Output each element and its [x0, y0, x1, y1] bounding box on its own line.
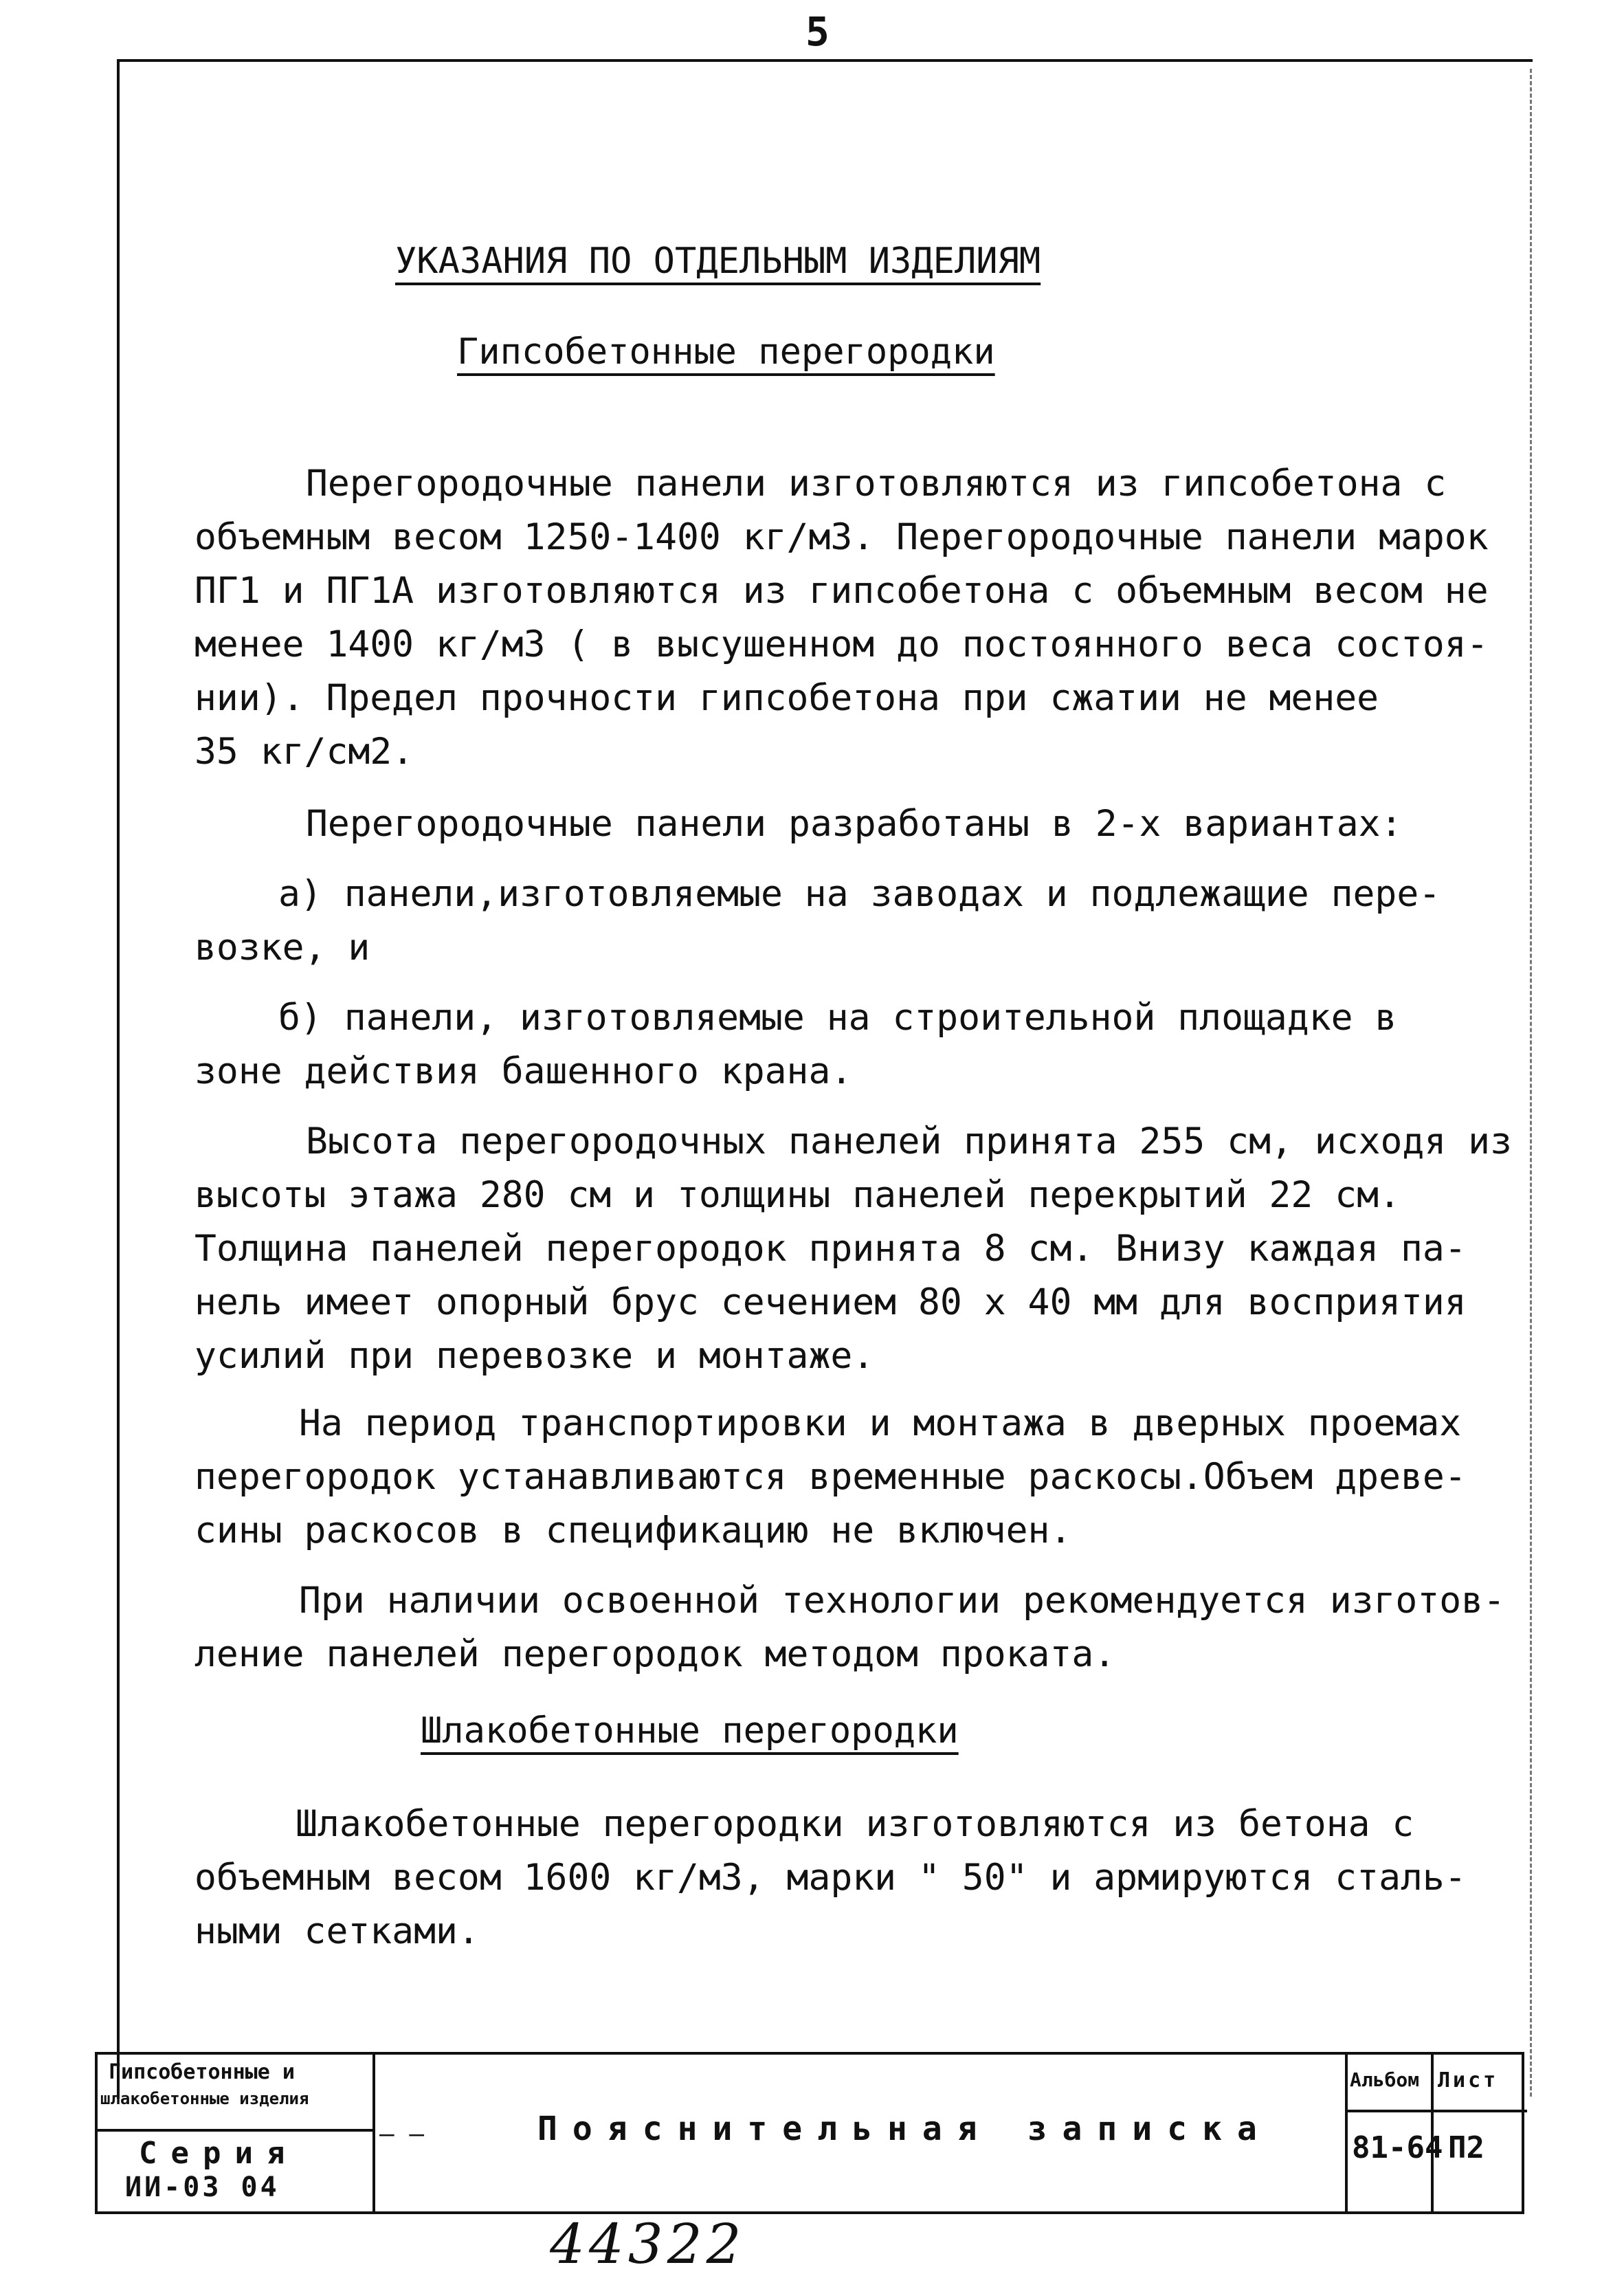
page-number: 5	[805, 8, 830, 55]
body-line: Толщина панелей перегородок принята 8 см. Внизу каждая па-	[194, 1228, 1467, 1270]
stamp-dash: – –	[379, 2120, 425, 2148]
body-line: менее 1400 кг/м3 ( в высушенном до постоянного веса состоя-	[194, 623, 1489, 665]
title-block-stamp	[95, 2052, 1524, 2214]
stamp-album-label: Альбом	[1350, 2068, 1420, 2091]
body-line: Шлакобетонные перегородки изготовляются из бетона с	[296, 1803, 1414, 1845]
body-line: ПГ1 и ПГ1А изготовляются из гипсобетона с объемным весом не	[194, 570, 1489, 612]
body-line: б) панели, изготовляемые на строительной площадке в	[278, 997, 1397, 1039]
body-line: а) панели,изготовляемые на заводах и подлежащие пере-	[278, 873, 1441, 915]
stamp-product-line2: шлакобетонные изделия	[100, 2089, 309, 2108]
body-line: зоне действия башенного крана.	[194, 1050, 853, 1092]
stamp-sheet-label: Лист	[1438, 2068, 1499, 2092]
stamp-series-label: Серия	[139, 2136, 299, 2171]
section-heading: УКАЗАНИЯ ПО ОТДЕЛЬНЫМ ИЗДЕЛИЯМ	[395, 241, 1041, 282]
frame-left-border	[117, 60, 120, 2099]
body-line: объемным весом 1600 кг/м3, марки " 50" и армируются сталь-	[194, 1857, 1467, 1899]
subsection-heading-gypsum: Гипсобетонные перегородки	[457, 331, 995, 373]
body-line: При наличии освоенной технологии рекомендуется изготов-	[299, 1580, 1505, 1622]
subsection-heading-slag: Шлакобетонные перегородки	[421, 1710, 959, 1752]
body-line: Перегородочные панели изготовляются из гипсобетона с	[306, 463, 1447, 505]
body-line: усилий при перевозке и монтаже.	[194, 1335, 875, 1377]
body-line: нель имеет опорный брус сечением 80 х 40 мм для восприятия	[194, 1281, 1467, 1323]
body-line: 35 кг/см2.	[194, 731, 414, 773]
body-line: Высота перегородочных панелей принята 255 см, исходя из	[306, 1120, 1512, 1162]
body-line: перегородок устанавливаются временные раскосы.Объем древе-	[194, 1456, 1467, 1498]
body-line: сины раскосов в спецификацию не включен.	[194, 1510, 1072, 1551]
stamp-series-value: ИИ-03 04	[125, 2172, 280, 2203]
frame-top-border	[117, 59, 1533, 62]
stamp-title: Пояснительная записка	[537, 2110, 1272, 2148]
frame-right-border	[1530, 69, 1532, 2097]
body-line: ными сетками.	[194, 1910, 480, 1952]
stamp-album-value: 81-64	[1352, 2130, 1443, 2165]
body-line: ление панелей перегородок методом проката.	[194, 1633, 1116, 1675]
body-line: Перегородочные панели разработаны в 2-х вариантах:	[306, 803, 1403, 845]
body-line: возке, и	[194, 927, 370, 969]
body-line: нии). Предел прочности гипсобетона при сжатии не менее	[194, 677, 1379, 719]
body-line: высоты этажа 280 см и толщины панелей перекрытий 22 см.	[194, 1174, 1401, 1216]
body-line: объемным весом 1250-1400 кг/м3. Перегородочные панели марок	[194, 516, 1489, 558]
archive-number-handwritten: 44322	[550, 2212, 746, 2276]
body-line: На период транспортировки и монтажа в дверных проемах	[299, 1402, 1462, 1444]
stamp-sheet-value: П2	[1448, 2130, 1484, 2165]
stamp-product-line1: Гипсобетонные и	[109, 2060, 295, 2084]
